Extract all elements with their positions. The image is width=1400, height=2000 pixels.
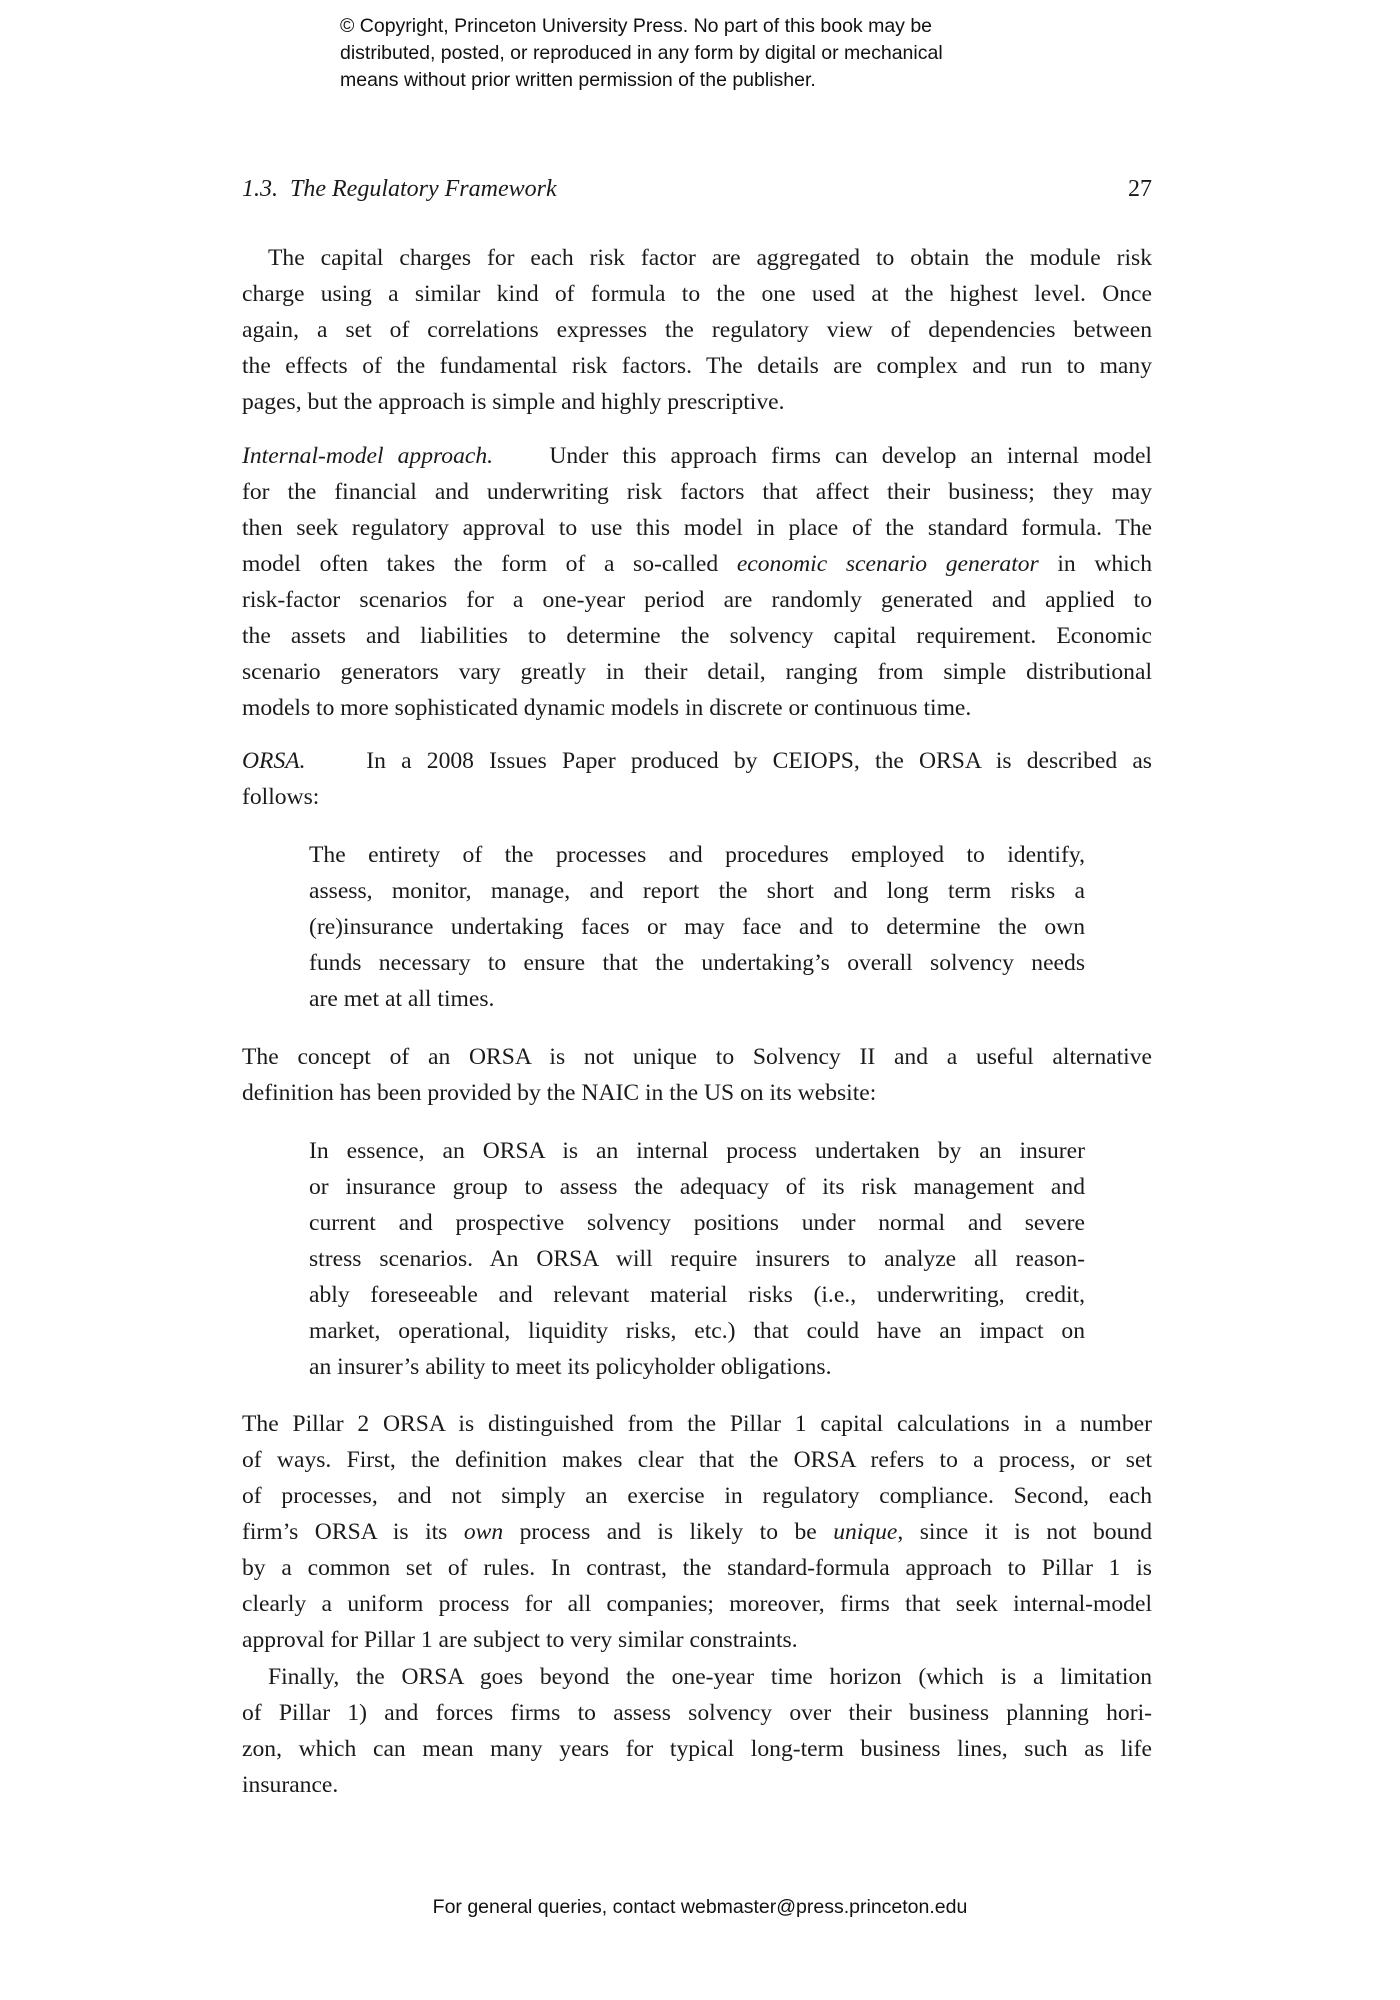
text-segment: or insurance group to assess the adequacy of its risk management and xyxy=(309,1174,1085,1200)
text-segment: risk-factor scenarios for a one-year period are randomly generated and applied to xyxy=(242,587,1152,613)
text-line xyxy=(309,1133,1085,1169)
text-segment: an insurer’s ability to meet its policyholder obligations. xyxy=(309,1354,832,1380)
text-line xyxy=(242,348,1152,384)
copyright-line: distributed, posted, or reproduced in any form by digital or mechanical xyxy=(340,42,943,64)
copyright-notice xyxy=(340,13,943,94)
text-line xyxy=(242,690,1152,726)
text-line xyxy=(309,1205,1085,1241)
text-segment: again, a set of correlations expresses the regulatory view of dependencies between xyxy=(242,317,1152,343)
text-segment: current and prospective solvency positions under normal and severe xyxy=(309,1210,1085,1236)
text-segment: In a 2008 Issues Paper produced by CEIOPS, the ORSA is described as xyxy=(305,748,1152,774)
text-line xyxy=(242,1622,1152,1658)
block-quote xyxy=(309,1133,1085,1385)
text-segment: The concept of an ORSA is not unique to Solvency II and a useful alternative xyxy=(242,1044,1152,1070)
paragraph xyxy=(242,1406,1152,1658)
text-line xyxy=(242,618,1152,654)
text-line xyxy=(242,384,1152,420)
paragraph xyxy=(242,743,1152,815)
text-segment: assess, monitor, manage, and report the short and long term risks a xyxy=(309,878,1085,904)
text-segment: are met at all times. xyxy=(309,986,495,1012)
text-line xyxy=(242,1442,1152,1478)
text-segment: zon, which can mean many years for typical long-term business lines, such as life xyxy=(242,1736,1152,1762)
italic-text: economic scenario generator xyxy=(736,551,1039,577)
text-line xyxy=(309,1349,1085,1385)
text-segment: follows: xyxy=(242,784,320,810)
text-segment: The entirety of the processes and procedures employed to identify, xyxy=(309,842,1085,868)
text-segment: Finally, the ORSA goes beyond the one-year time horizon (which is a limitation xyxy=(268,1664,1152,1690)
text-line xyxy=(242,1586,1152,1622)
italic-text: Internal-model approach. xyxy=(242,443,494,469)
text-line xyxy=(242,312,1152,348)
text-line xyxy=(309,981,1085,1017)
text-segment: firm’s ORSA is its xyxy=(242,1519,464,1545)
text-segment: market, operational, liquidity risks, etc.) that could have an impact on xyxy=(309,1318,1085,1344)
text-line xyxy=(242,546,1152,582)
text-segment: Under this approach firms can develop an internal model xyxy=(493,443,1152,469)
text-line xyxy=(242,1039,1152,1075)
text-segment: , since it is not bound xyxy=(897,1519,1152,1545)
text-line xyxy=(242,276,1152,312)
text-segment: In essence, an ORSA is an internal process undertaken by an insurer xyxy=(309,1138,1085,1164)
text-segment: pages, but the approach is simple and highly prescriptive. xyxy=(242,389,785,415)
text-segment: models to more sophisticated dynamic models in discrete or continuous time. xyxy=(242,695,972,721)
section-title: 1.3. The Regulatory Framework xyxy=(242,176,557,202)
footer-contact: For general queries, contact webmaster@press.princeton.edu xyxy=(432,1896,968,1918)
text-segment: of processes, and not simply an exercise in regulatory compliance. Second, each xyxy=(242,1483,1152,1509)
text-line xyxy=(242,1659,1152,1695)
text-segment: approval for Pillar 1 are subject to very similar constraints. xyxy=(242,1627,798,1653)
italic-text: unique xyxy=(833,1519,898,1545)
text-segment: the effects of the fundamental risk factors. The details are complex and run to many xyxy=(242,353,1152,379)
text-line xyxy=(242,474,1152,510)
text-line xyxy=(242,654,1152,690)
text-line xyxy=(309,945,1085,981)
text-line xyxy=(309,873,1085,909)
text-segment: of ways. First, the definition makes clear that the ORSA refers to a process, or set xyxy=(242,1447,1152,1473)
text-line xyxy=(242,779,1152,815)
text-segment: The Pillar 2 ORSA is distinguished from the Pillar 1 capital calculations in a number xyxy=(242,1411,1152,1437)
copyright-line: means without prior written permission of the publisher. xyxy=(340,69,816,91)
paragraph xyxy=(242,438,1152,726)
text-segment: (re)insurance undertaking faces or may face and to determine the own xyxy=(309,914,1085,940)
text-line xyxy=(242,1478,1152,1514)
text-line xyxy=(242,1514,1152,1550)
text-line xyxy=(242,240,1152,276)
text-line xyxy=(242,1695,1152,1731)
text-line xyxy=(242,1406,1152,1442)
paragraph xyxy=(242,1659,1152,1803)
text-segment: The capital charges for each risk factor are aggregated to obtain the module risk xyxy=(268,245,1152,271)
text-line xyxy=(309,837,1085,873)
text-line xyxy=(309,1241,1085,1277)
text-line xyxy=(242,743,1152,779)
copyright-line: © Copyright, Princeton University Press. No part of this book may be xyxy=(340,15,933,37)
text-segment: in which xyxy=(1038,551,1152,577)
text-segment: by a common set of rules. In contrast, the standard-formula approach to Pillar 1 is xyxy=(242,1555,1152,1581)
page-number: 27 xyxy=(1128,176,1152,202)
text-segment: the assets and liabilities to determine the solvency capital requirement. Economic xyxy=(242,623,1152,649)
text-segment: ably foreseeable and relevant material risks (i.e., underwriting, credit, xyxy=(309,1282,1085,1308)
text-line xyxy=(309,1313,1085,1349)
text-segment: model often takes the form of a so-called xyxy=(242,551,737,577)
text-segment: then seek regulatory approval to use this model in place of the standard formula. The xyxy=(242,515,1152,541)
text-segment: insurance. xyxy=(242,1772,339,1798)
text-segment: definition has been provided by the NAIC in the US on its website: xyxy=(242,1080,877,1106)
text-line xyxy=(242,1075,1152,1111)
text-line xyxy=(242,438,1152,474)
text-line xyxy=(309,1277,1085,1313)
text-segment: process and is likely to be xyxy=(503,1519,834,1545)
text-line xyxy=(242,582,1152,618)
text-line xyxy=(309,909,1085,945)
text-line xyxy=(242,1550,1152,1586)
text-segment: of Pillar 1) and forces firms to assess solvency over their business planning hori- xyxy=(242,1700,1152,1726)
running-head xyxy=(242,176,1152,203)
text-line xyxy=(309,1169,1085,1205)
text-line xyxy=(242,1767,1152,1803)
italic-text: ORSA. xyxy=(242,748,306,774)
italic-text: own xyxy=(463,1519,504,1545)
paragraph xyxy=(242,1039,1152,1111)
text-segment: scenario generators vary greatly in their detail, ranging from simple distributional xyxy=(242,659,1152,685)
text-segment: stress scenarios. An ORSA will require insurers to analyze all reason- xyxy=(309,1246,1085,1272)
paragraph xyxy=(242,240,1152,420)
text-segment: charge using a similar kind of formula to the one used at the highest level. Once xyxy=(242,281,1152,307)
block-quote xyxy=(309,837,1085,1017)
text-segment: for the financial and underwriting risk factors that affect their business; they may xyxy=(242,479,1152,505)
text-line xyxy=(242,1731,1152,1767)
text-line xyxy=(242,510,1152,546)
text-segment: funds necessary to ensure that the undertaking’s overall solvency needs xyxy=(309,950,1085,976)
text-segment: clearly a uniform process for all companies; moreover, firms that seek internal-model xyxy=(242,1591,1152,1617)
